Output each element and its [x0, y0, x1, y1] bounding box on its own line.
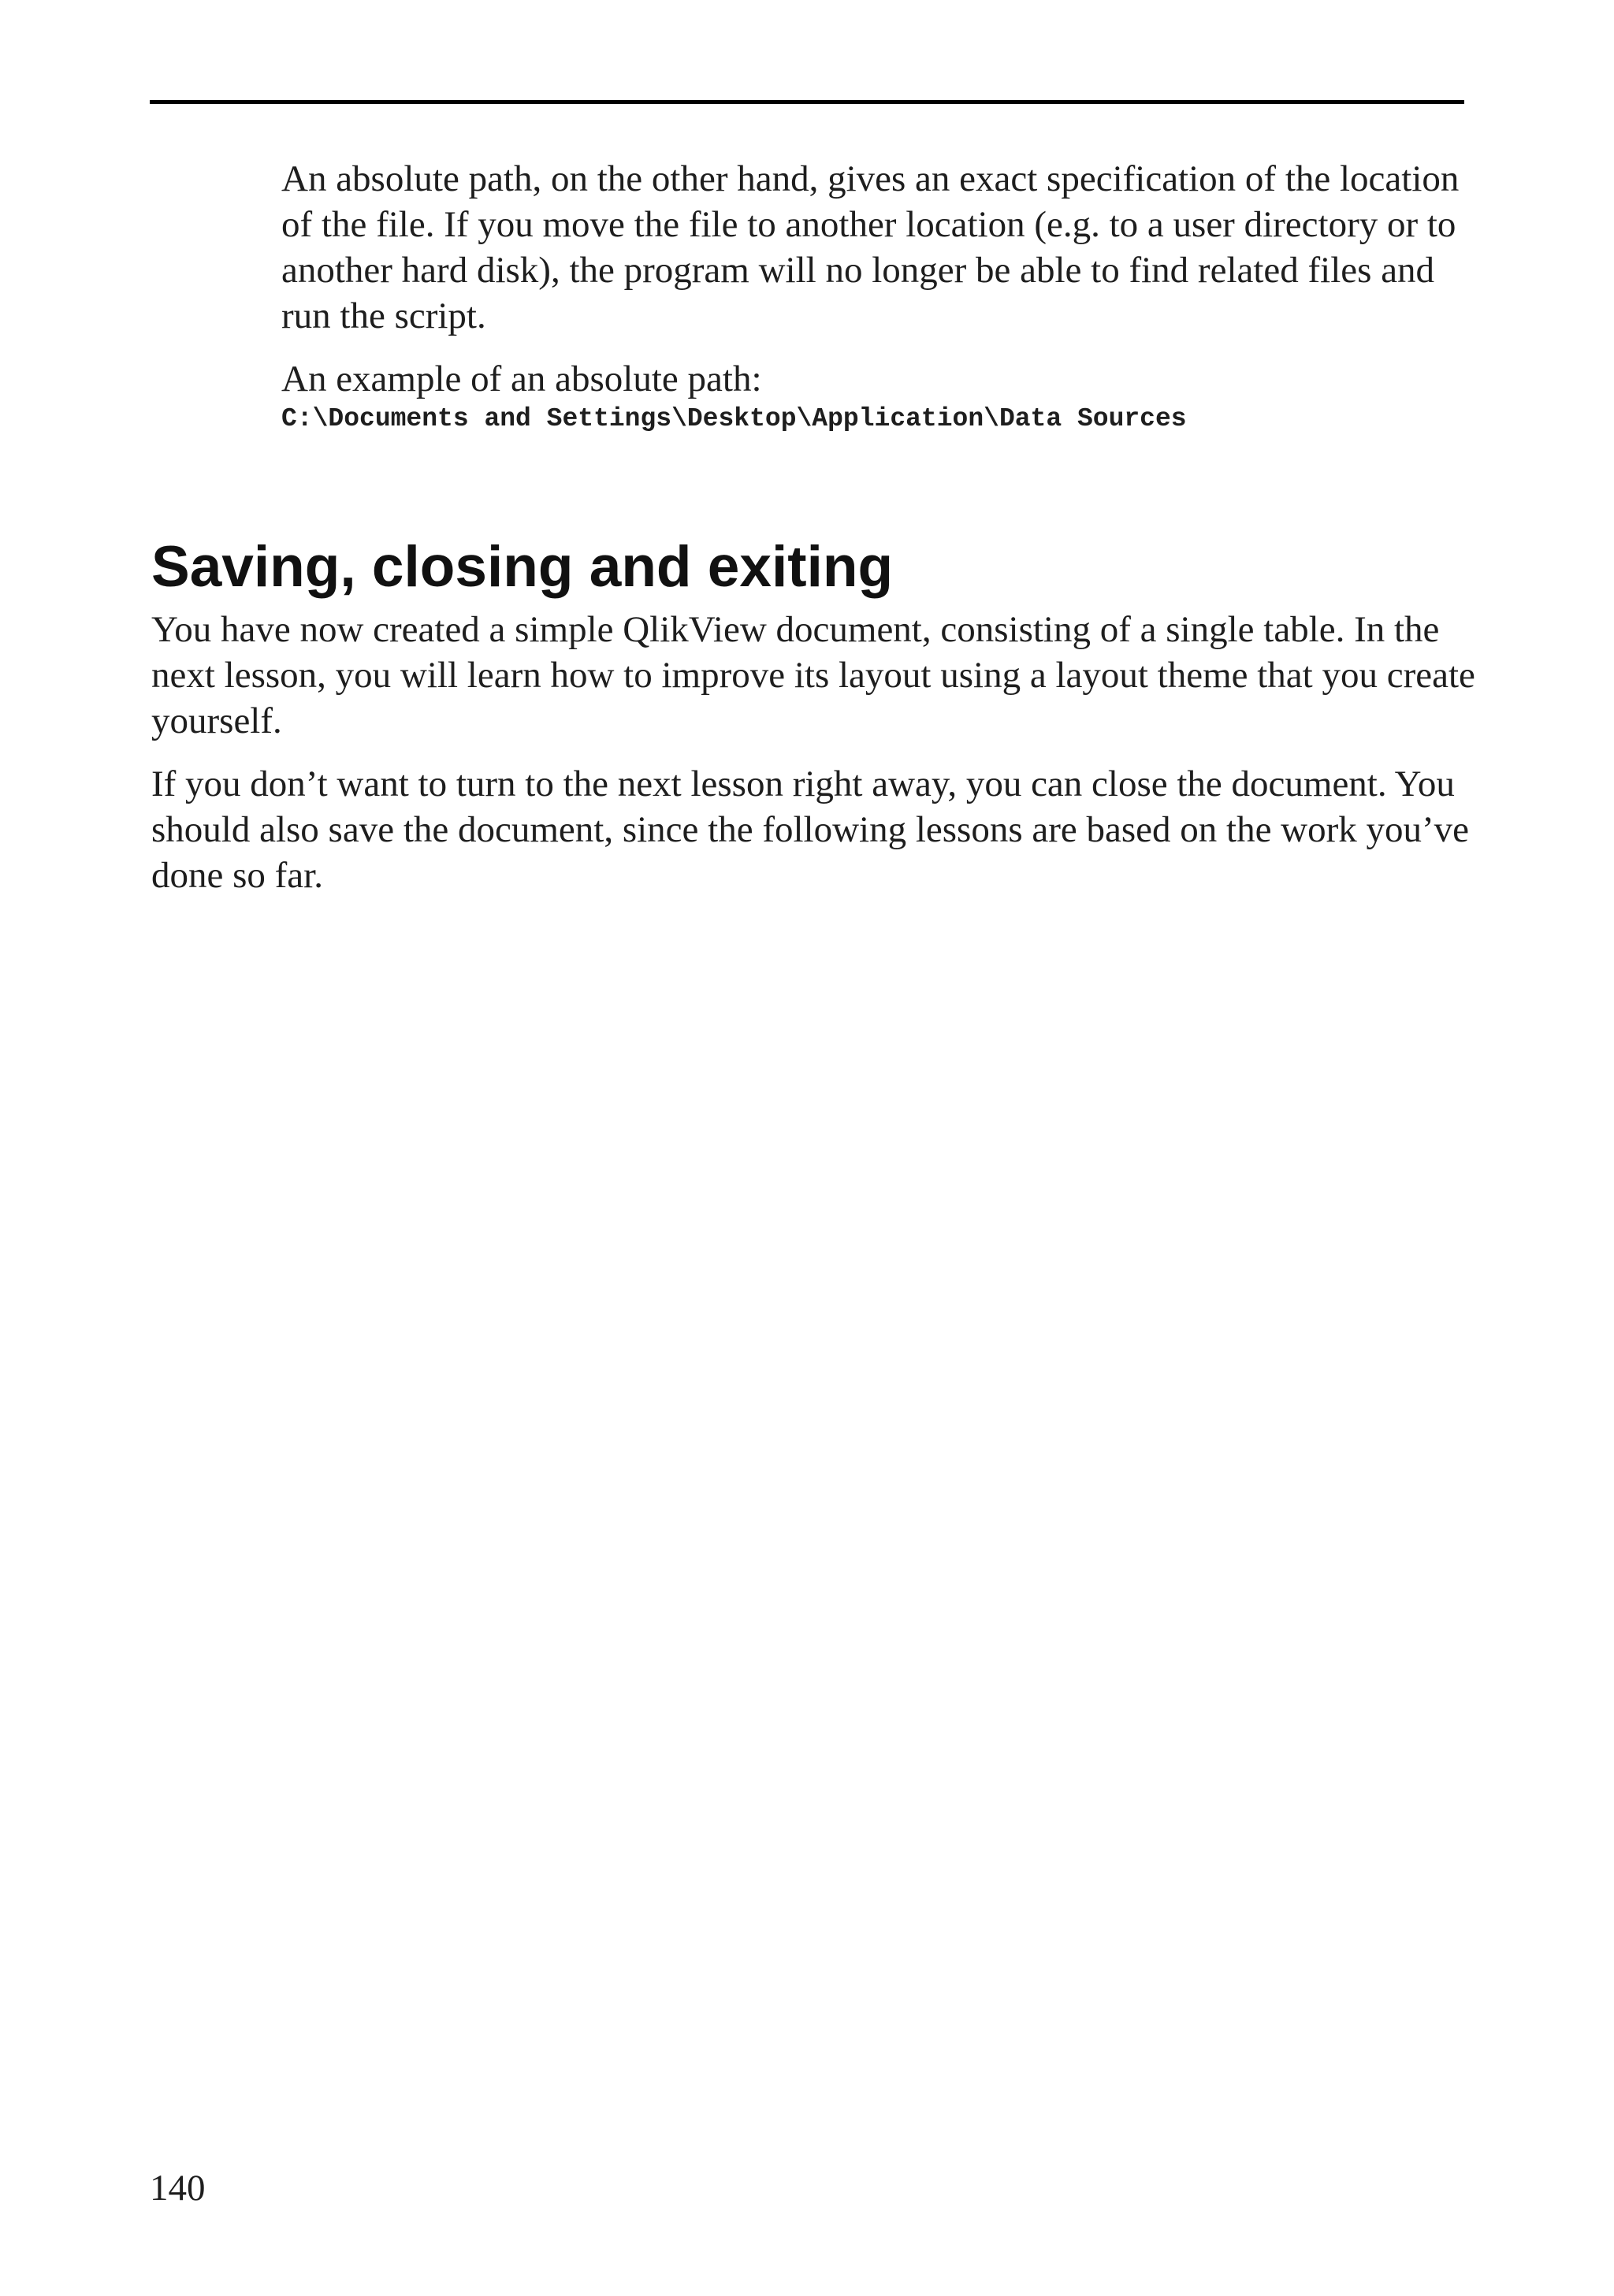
intro-block	[281, 156, 1471, 437]
section-heading: Saving, closing and exiting	[151, 535, 894, 599]
page-number: 140	[150, 2168, 206, 2209]
example-label: An example of an absolute path:	[281, 359, 762, 399]
header-rule	[150, 100, 1464, 104]
absolute-path-paragraph: An absolute path, on the other hand, gives an exact specification of the location of the file. If you move the file to another location (e.g. to a user directory or to another hard disk), the program will no longer be able to find related files and run the script.	[281, 158, 1460, 336]
section-paragraph-2: If you don’t want to turn to the next lesson right away, you can close the document. You should also save the document, since the following lessons are based on the work you’ve done so far.	[151, 763, 1470, 896]
example-path-code: C:\Documents and Settings\Desktop\Application\Data Sources	[281, 404, 1187, 433]
section-body	[151, 607, 1475, 898]
section-paragraph-1: You have now created a simple QlikView document, consisting of a single table. In the next lesson, you will learn how to improve its layout using a layout theme that you create yourself.	[151, 609, 1475, 741]
